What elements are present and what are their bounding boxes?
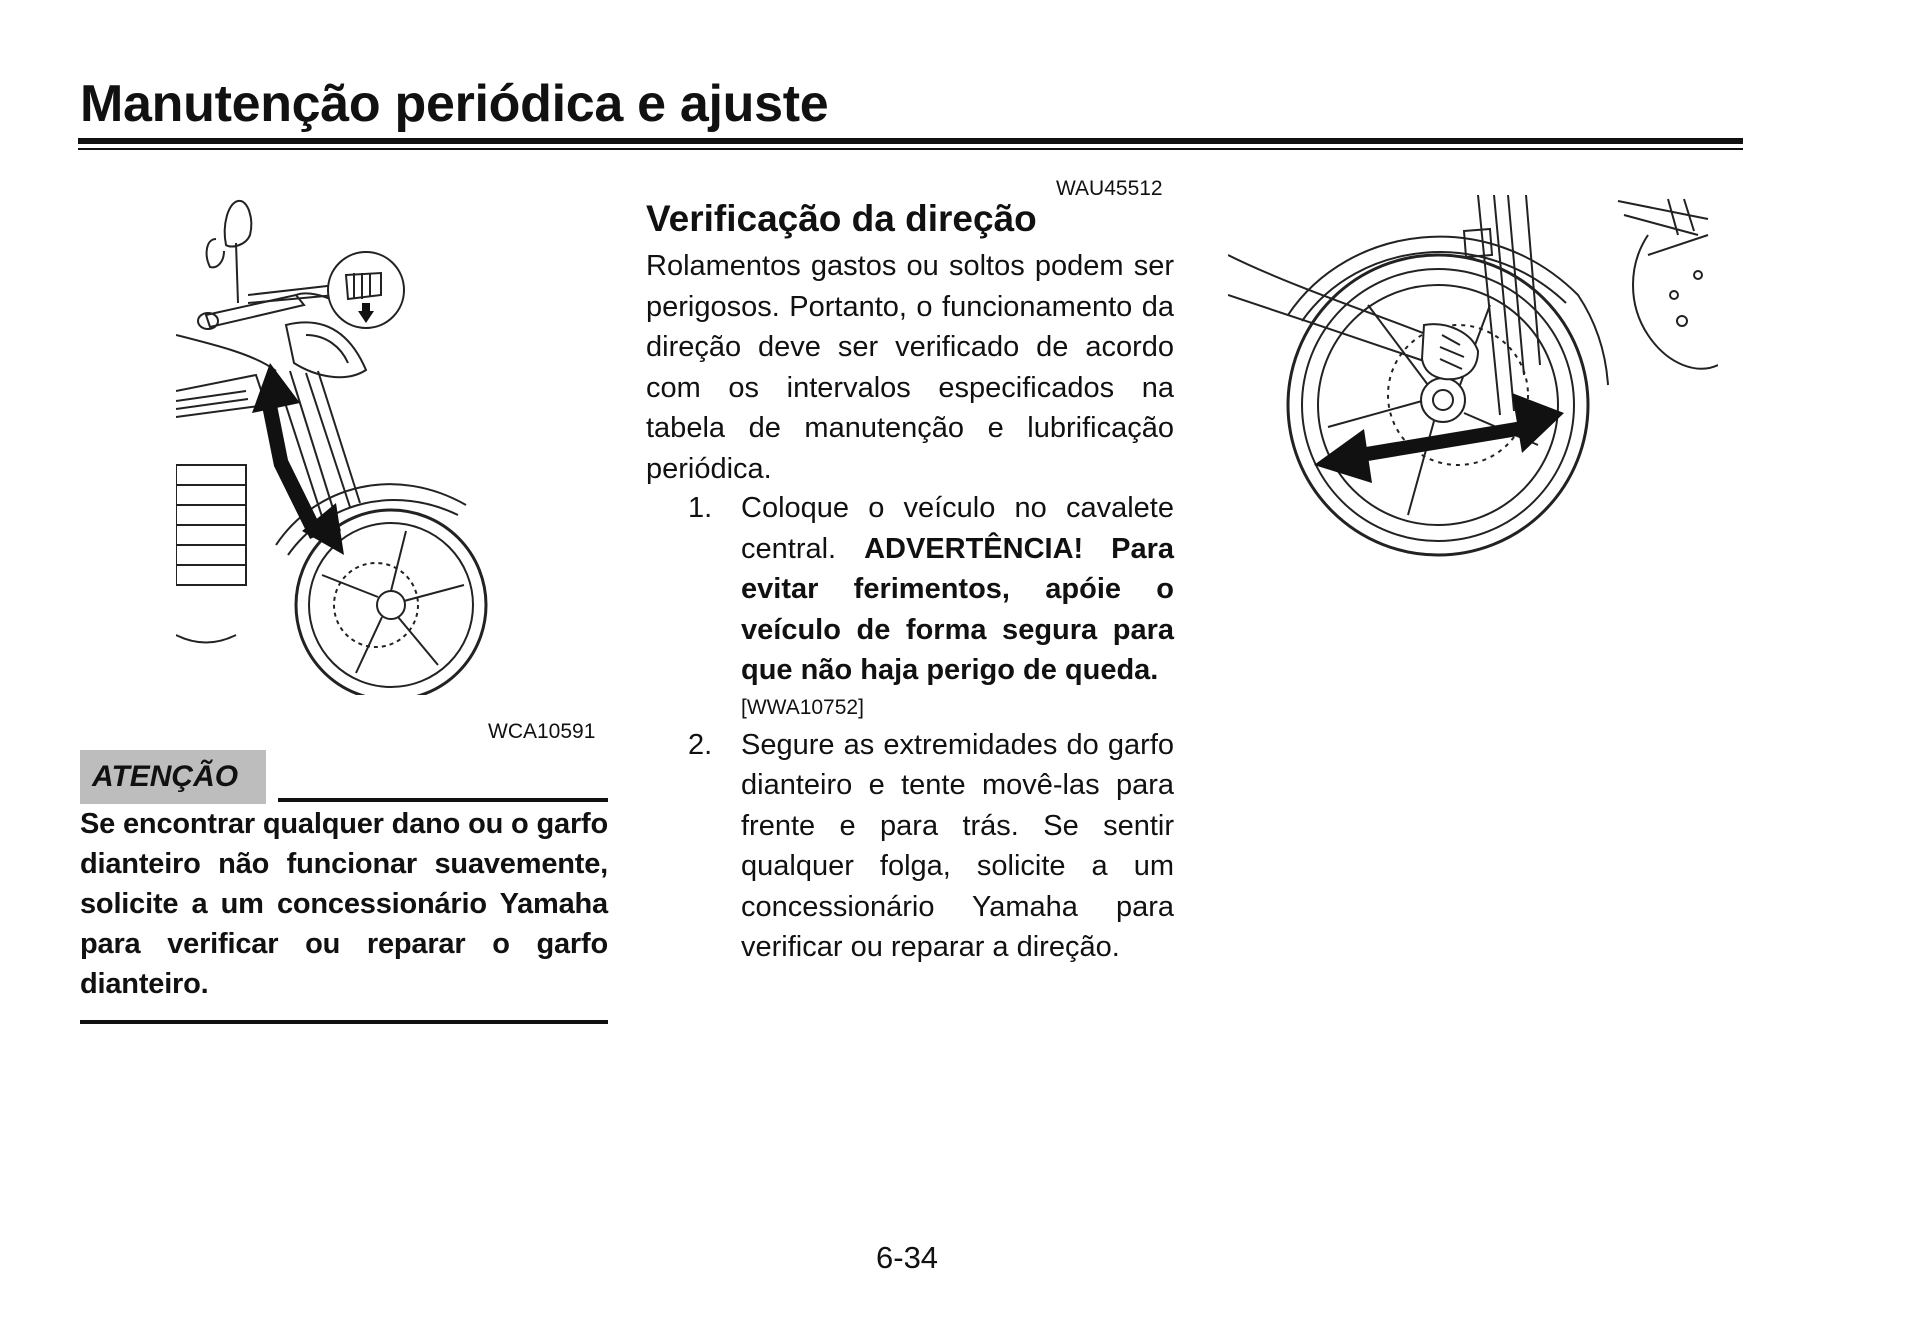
figure-code: WCA10591: [488, 720, 596, 743]
push-pull-arrow-icon: [1314, 393, 1564, 483]
step-number: 2.: [688, 728, 713, 761]
warning-text: ADVERTÊNCIA! Para evitar ferimentos, apóie o veículo de forma segura para que não haja perigo de queda.: [741, 532, 1175, 686]
mirror-shape: [225, 201, 252, 247]
list-item: [646, 488, 1174, 725]
steering-check-illustration: [1228, 195, 1718, 565]
page-title: Manutenção periódica e ajuste: [80, 75, 829, 133]
caution-rule: [278, 798, 608, 802]
caution-text: Se encontrar qualquer dano ou o garfo dianteiro não funcionar suavemente, solicite a um concessionário Yamaha para verificar ou reparar o garfo dianteiro.: [80, 808, 608, 1000]
page-number: 6-34: [876, 1240, 939, 1275]
title-rule: [78, 138, 1743, 144]
step-text: Segure as extremidades do garfo dianteiro e tente movê-las para frente e para trás. Se sentir qualquer folga, solicite a um concessionário Yamaha para verificar ou reparar a direção.: [741, 728, 1174, 963]
intro-paragraph: Rolamentos gastos ou soltos podem ser perigosos. Portanto, o funcionamento da direção deve ser verificado de acordo com os intervalos especificados na tabela de manutenção e lubrificação periódica.: [646, 250, 1174, 485]
hand-press-inset: [248, 252, 404, 328]
steps-list: [646, 488, 1174, 968]
title-rule-thin: [78, 148, 1743, 150]
caution-bottom-rule: [80, 1020, 608, 1024]
front-fork-illustration: [176, 195, 506, 695]
warning-code: [WWA10752]: [741, 695, 864, 719]
list-item: [646, 725, 1174, 968]
step-text: Coloque o veículo no cavalete central.: [741, 492, 1174, 565]
section-code: WAU45512: [1056, 177, 1163, 200]
step-number: 1.: [688, 492, 713, 524]
section-heading: Verificação da direção: [646, 198, 1037, 239]
caution-label: ATENÇÃO: [80, 750, 266, 804]
compression-arrow-icon: [252, 363, 344, 555]
